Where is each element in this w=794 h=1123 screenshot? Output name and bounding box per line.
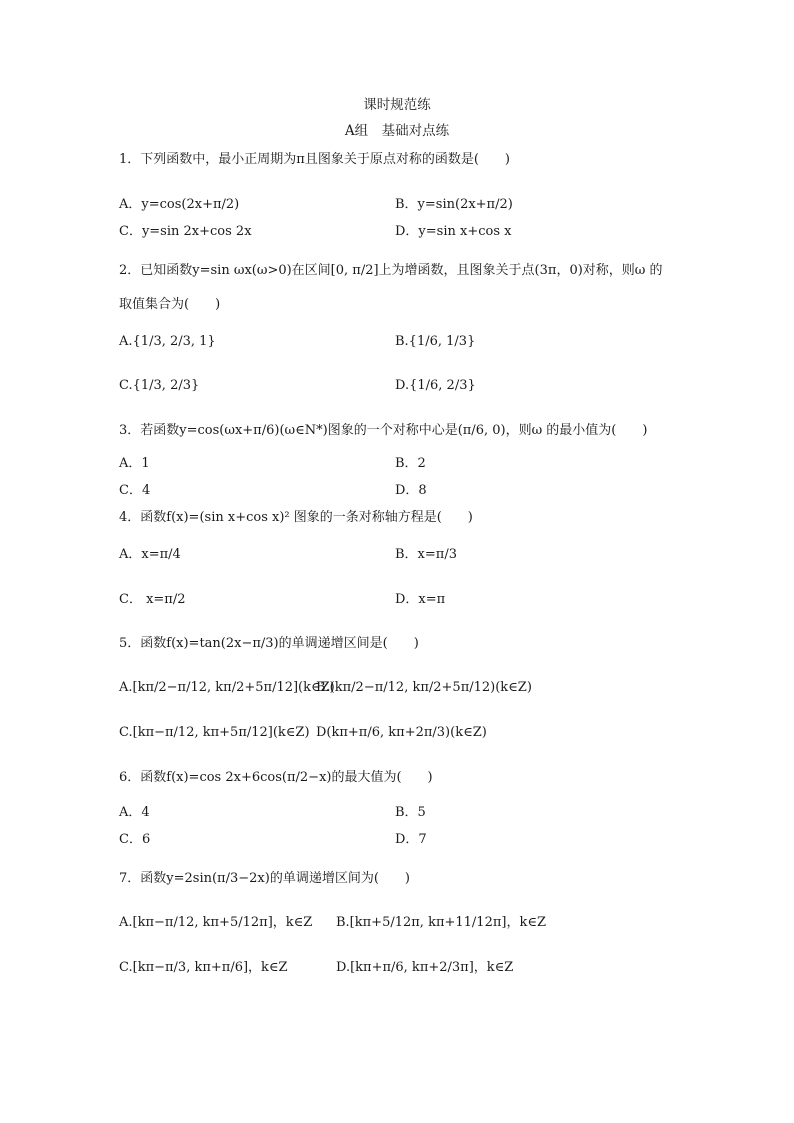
- question-2-stem: 2．已知函数y=sin ωx(ω>0)在区间[0, π/2]上为增函数，且图象关于点(3π，0)对称，则ω 的: [119, 263, 663, 278]
- q2-option-a: A.{1/3, 2/3, 1}: [119, 334, 216, 349]
- q4-option-b: B．x=π/3: [395, 547, 457, 562]
- q4-option-d: D．x=π: [395, 592, 446, 607]
- q5-option-c: C.[kπ−π/12, kπ+5π/12](k∈Z): [119, 725, 310, 740]
- question-3-stem: 3．若函数y=cos(ωx+π/6)(ω∈N*)图象的一个对称中心是(π/6, 0)，则ω 的最小值为( ): [119, 423, 648, 438]
- question-2-stem-continued: 取值集合为( ): [119, 297, 221, 312]
- q3-option-c: C．4: [119, 483, 151, 498]
- q7-option-b: B.[kπ+5/12π, kπ+11/12π]，k∈Z: [336, 915, 546, 930]
- question-5-stem: 5．函数f(x)=tan(2x−π/3)的单调递增区间是( ): [119, 636, 419, 651]
- question-6-stem: 6．函数f(x)=cos 2x+6cos(π/2−x)的最大值为( ): [119, 770, 433, 785]
- q5-option-a: A.[kπ/2−π/12, kπ/2+5π/12](k∈Z): [119, 680, 335, 695]
- q3-option-b: B．2: [395, 456, 426, 471]
- q6-option-c: C．6: [119, 832, 151, 847]
- question-7-stem: 7．函数y=2sin(π/3−2x)的单调递增区间为( ): [119, 871, 410, 886]
- q3-option-d: D．8: [395, 483, 427, 498]
- q7-option-d: D.[kπ+π/6, kπ+2/3π]，k∈Z: [336, 960, 514, 975]
- q5-option-d: D(kπ+π/6, kπ+2π/3)(k∈Z): [316, 725, 487, 740]
- q6-option-b: B．5: [395, 805, 426, 820]
- q7-option-a: A.[kπ−π/12, kπ+5/12π]，k∈Z: [119, 915, 313, 930]
- q2-option-b: B.{1/6, 1/3}: [395, 334, 476, 349]
- q1-option-b: B．y=sin(2x+π/2): [395, 197, 513, 212]
- question-1-stem: 1．下列函数中，最小正周期为π且图象关于原点对称的函数是( ): [119, 152, 510, 167]
- q1-option-d: D．y=sin x+cos x: [395, 224, 512, 239]
- q4-option-c: C． x=π/2: [119, 592, 186, 607]
- page-title: 课时规范练: [363, 97, 431, 113]
- q1-option-c: C．y=sin 2x+cos 2x: [119, 224, 252, 239]
- q5-option-b: B.(kπ/2−π/12, kπ/2+5π/12)(k∈Z): [316, 680, 532, 695]
- q6-option-d: D．7: [395, 832, 427, 847]
- q2-option-d: D.{1/6, 2/3}: [395, 378, 476, 393]
- section-subtitle: A组 基础对点练: [344, 123, 450, 139]
- q2-option-c: C.{1/3, 2/3}: [119, 378, 200, 393]
- q6-option-a: A．4: [119, 805, 150, 820]
- q7-option-c: C.[kπ−π/3, kπ+π/6]，k∈Z: [119, 960, 288, 975]
- q1-option-a: A．y=cos(2x+π/2): [119, 197, 240, 212]
- q4-option-a: A．x=π/4: [119, 547, 181, 562]
- question-4-stem: 4．函数f(x)=(sin x+cos x)² 图象的一条对称轴方程是( ): [119, 510, 473, 525]
- q3-option-a: A．1: [119, 456, 150, 471]
